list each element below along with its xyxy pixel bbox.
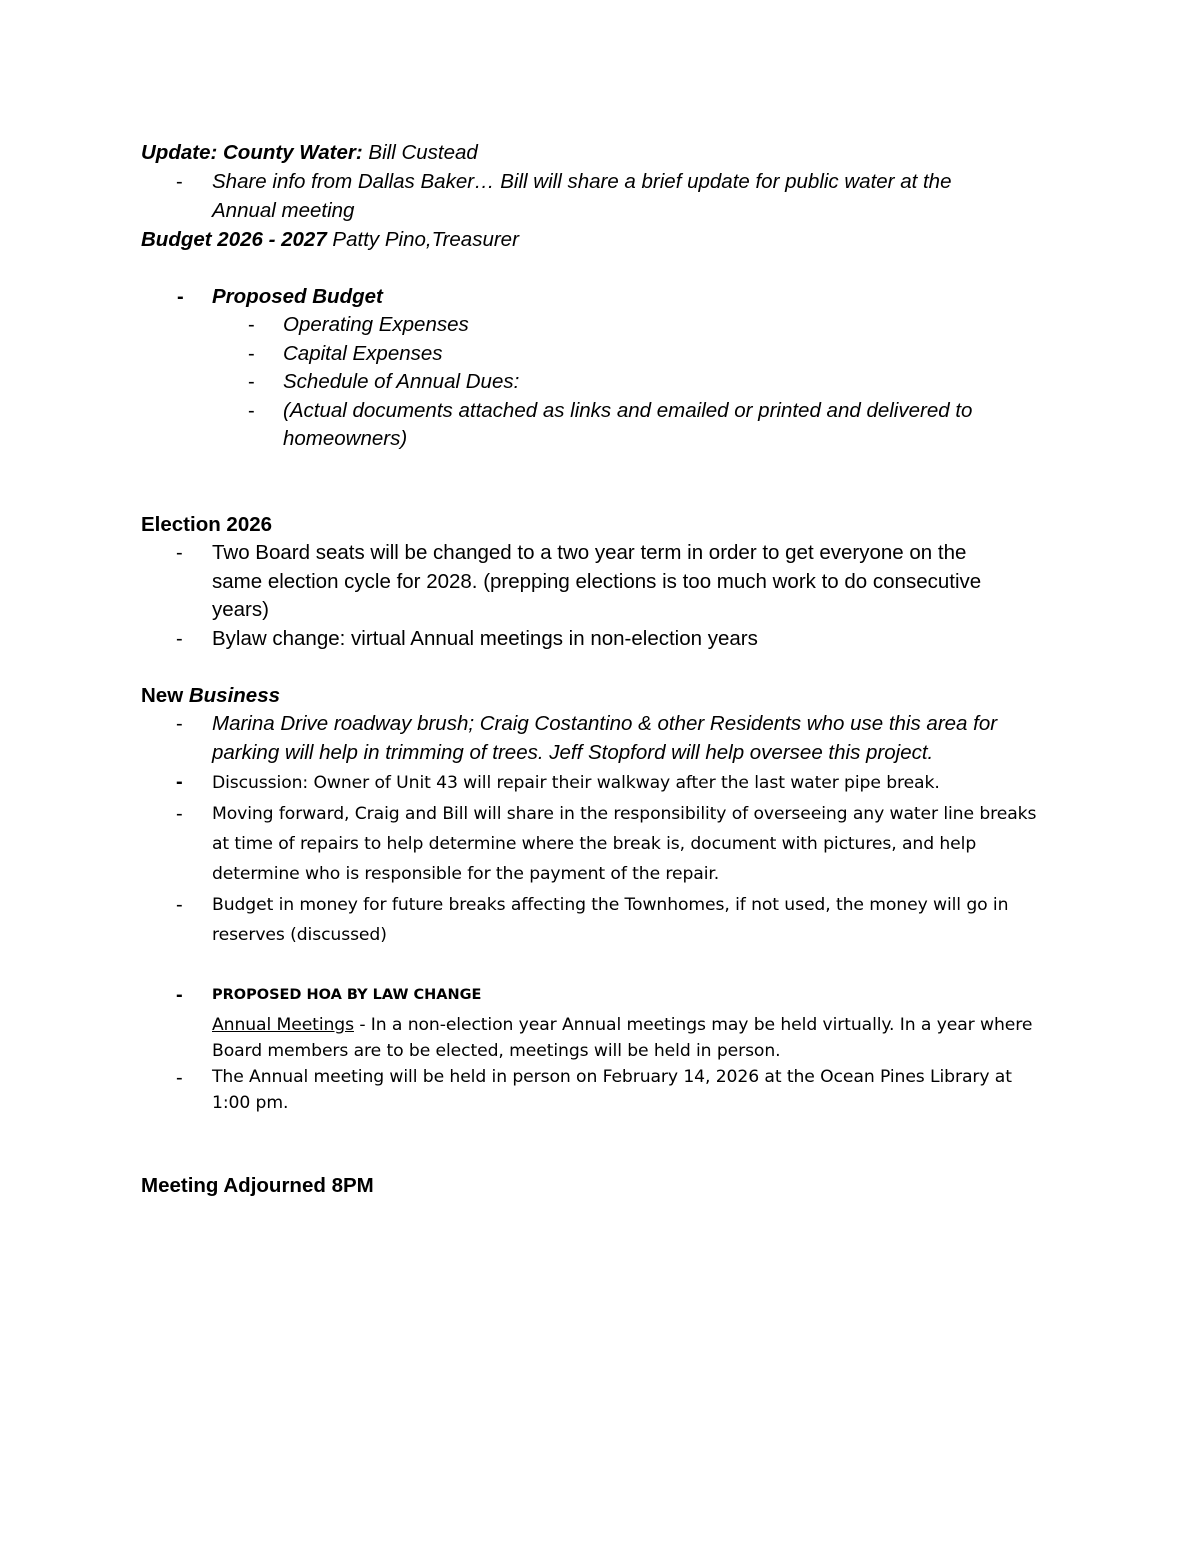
meeting-adjourned: Meeting Adjourned 8PM [141,1174,374,1197]
bullet-dash: - [176,628,183,650]
bylaw-change-heading: PROPOSED HOA BY LAW CHANGE [212,987,482,1003]
update-heading: Update: County Water: [141,141,363,164]
bullet-dash: - [176,542,183,564]
bylaw-change-line: Board members are to be elected, meetings will be held in person. [212,1041,781,1061]
budget-heading-line [141,226,519,254]
bullet-dash: - [248,314,255,336]
budget-heading: Budget 2026 - 2027 [141,228,327,251]
budget-sub-item: Capital Expenses [283,342,443,365]
marina-item-line: Marina Drive roadway brush; Craig Costantino & other Residents who use this area for [212,712,998,735]
bylaw-change-line [212,1012,1032,1038]
discussion-item: Discussion: Owner of Unit 43 will repair their walkway after the last water pipe break. [212,773,940,793]
annual-meeting-line: The Annual meeting will be held in person on February 14, 2026 at the Ocean Pines Library at [212,1067,1012,1087]
election-item-line: years) [212,598,269,621]
proposed-budget-label: Proposed Budget [212,285,383,308]
bylaw-change-text: - In a non-election year Annual meetings may be held virtually. In a year where [353,1015,1033,1035]
bullet-dash: - [176,1067,183,1089]
bullet-dash: - [176,894,183,916]
budget-breaks-line: Budget in money for future breaks affecting the Townhomes, if not used, the money will go in [212,895,1009,915]
election-item-line: Bylaw change: virtual Annual meetings in non-election years [212,627,758,650]
budget-sub-item-continuation: homeowners) [283,427,408,450]
moving-forward-line: Moving forward, Craig and Bill will share in the responsibility of overseeing any water line breaks [212,804,1037,824]
budget-sub-item: (Actual documents attached as links and emailed or printed and delivered to [283,399,973,422]
update-item-line: Annual meeting [212,199,355,222]
update-item-line: Share info from Dallas Baker… Bill will share a brief update for public water at the [212,170,952,193]
bullet-dash: - [248,343,255,365]
new-business-heading [141,682,280,710]
budget-sub-item: Schedule of Annual Dues: [283,370,520,393]
bullet-dash: - [248,400,255,422]
election-item-line: same election cycle for 2028. (prepping elections is too much work to do consecutive [212,570,982,593]
marina-item-line: parking will help in trimming of trees. Jeff Stopford will help oversee this project. [212,741,934,764]
election-heading: Election 2026 [141,513,273,536]
budget-breaks-line: reserves (discussed) [212,925,387,945]
bullet-dash: - [176,171,183,193]
bullet-dash: - [176,771,183,793]
moving-forward-line: determine who is responsible for the payment of the repair. [212,864,720,884]
election-item-line: Two Board seats will be changed to a two year term in order to get everyone on the [212,541,967,564]
annual-meeting-line: 1:00 pm. [212,1093,289,1113]
bullet-dash: - [176,984,183,1006]
bullet-dash: - [176,713,183,735]
update-heading-line [141,139,478,167]
annual-meetings-label: Annual Meetings [212,1015,354,1035]
bullet-dash: - [177,286,184,308]
new-business-heading-italic: Business [188,684,281,707]
bullet-dash: - [176,803,183,825]
new-business-heading-plain: New [141,684,189,707]
budget-presenter: Patty Pino,Treasurer [326,228,519,251]
update-presenter: Bill Custead [362,141,478,164]
budget-sub-item: Operating Expenses [283,313,469,336]
bullet-dash: - [248,371,255,393]
moving-forward-line: at time of repairs to help determine where the break is, document with pictures, and help [212,834,977,854]
